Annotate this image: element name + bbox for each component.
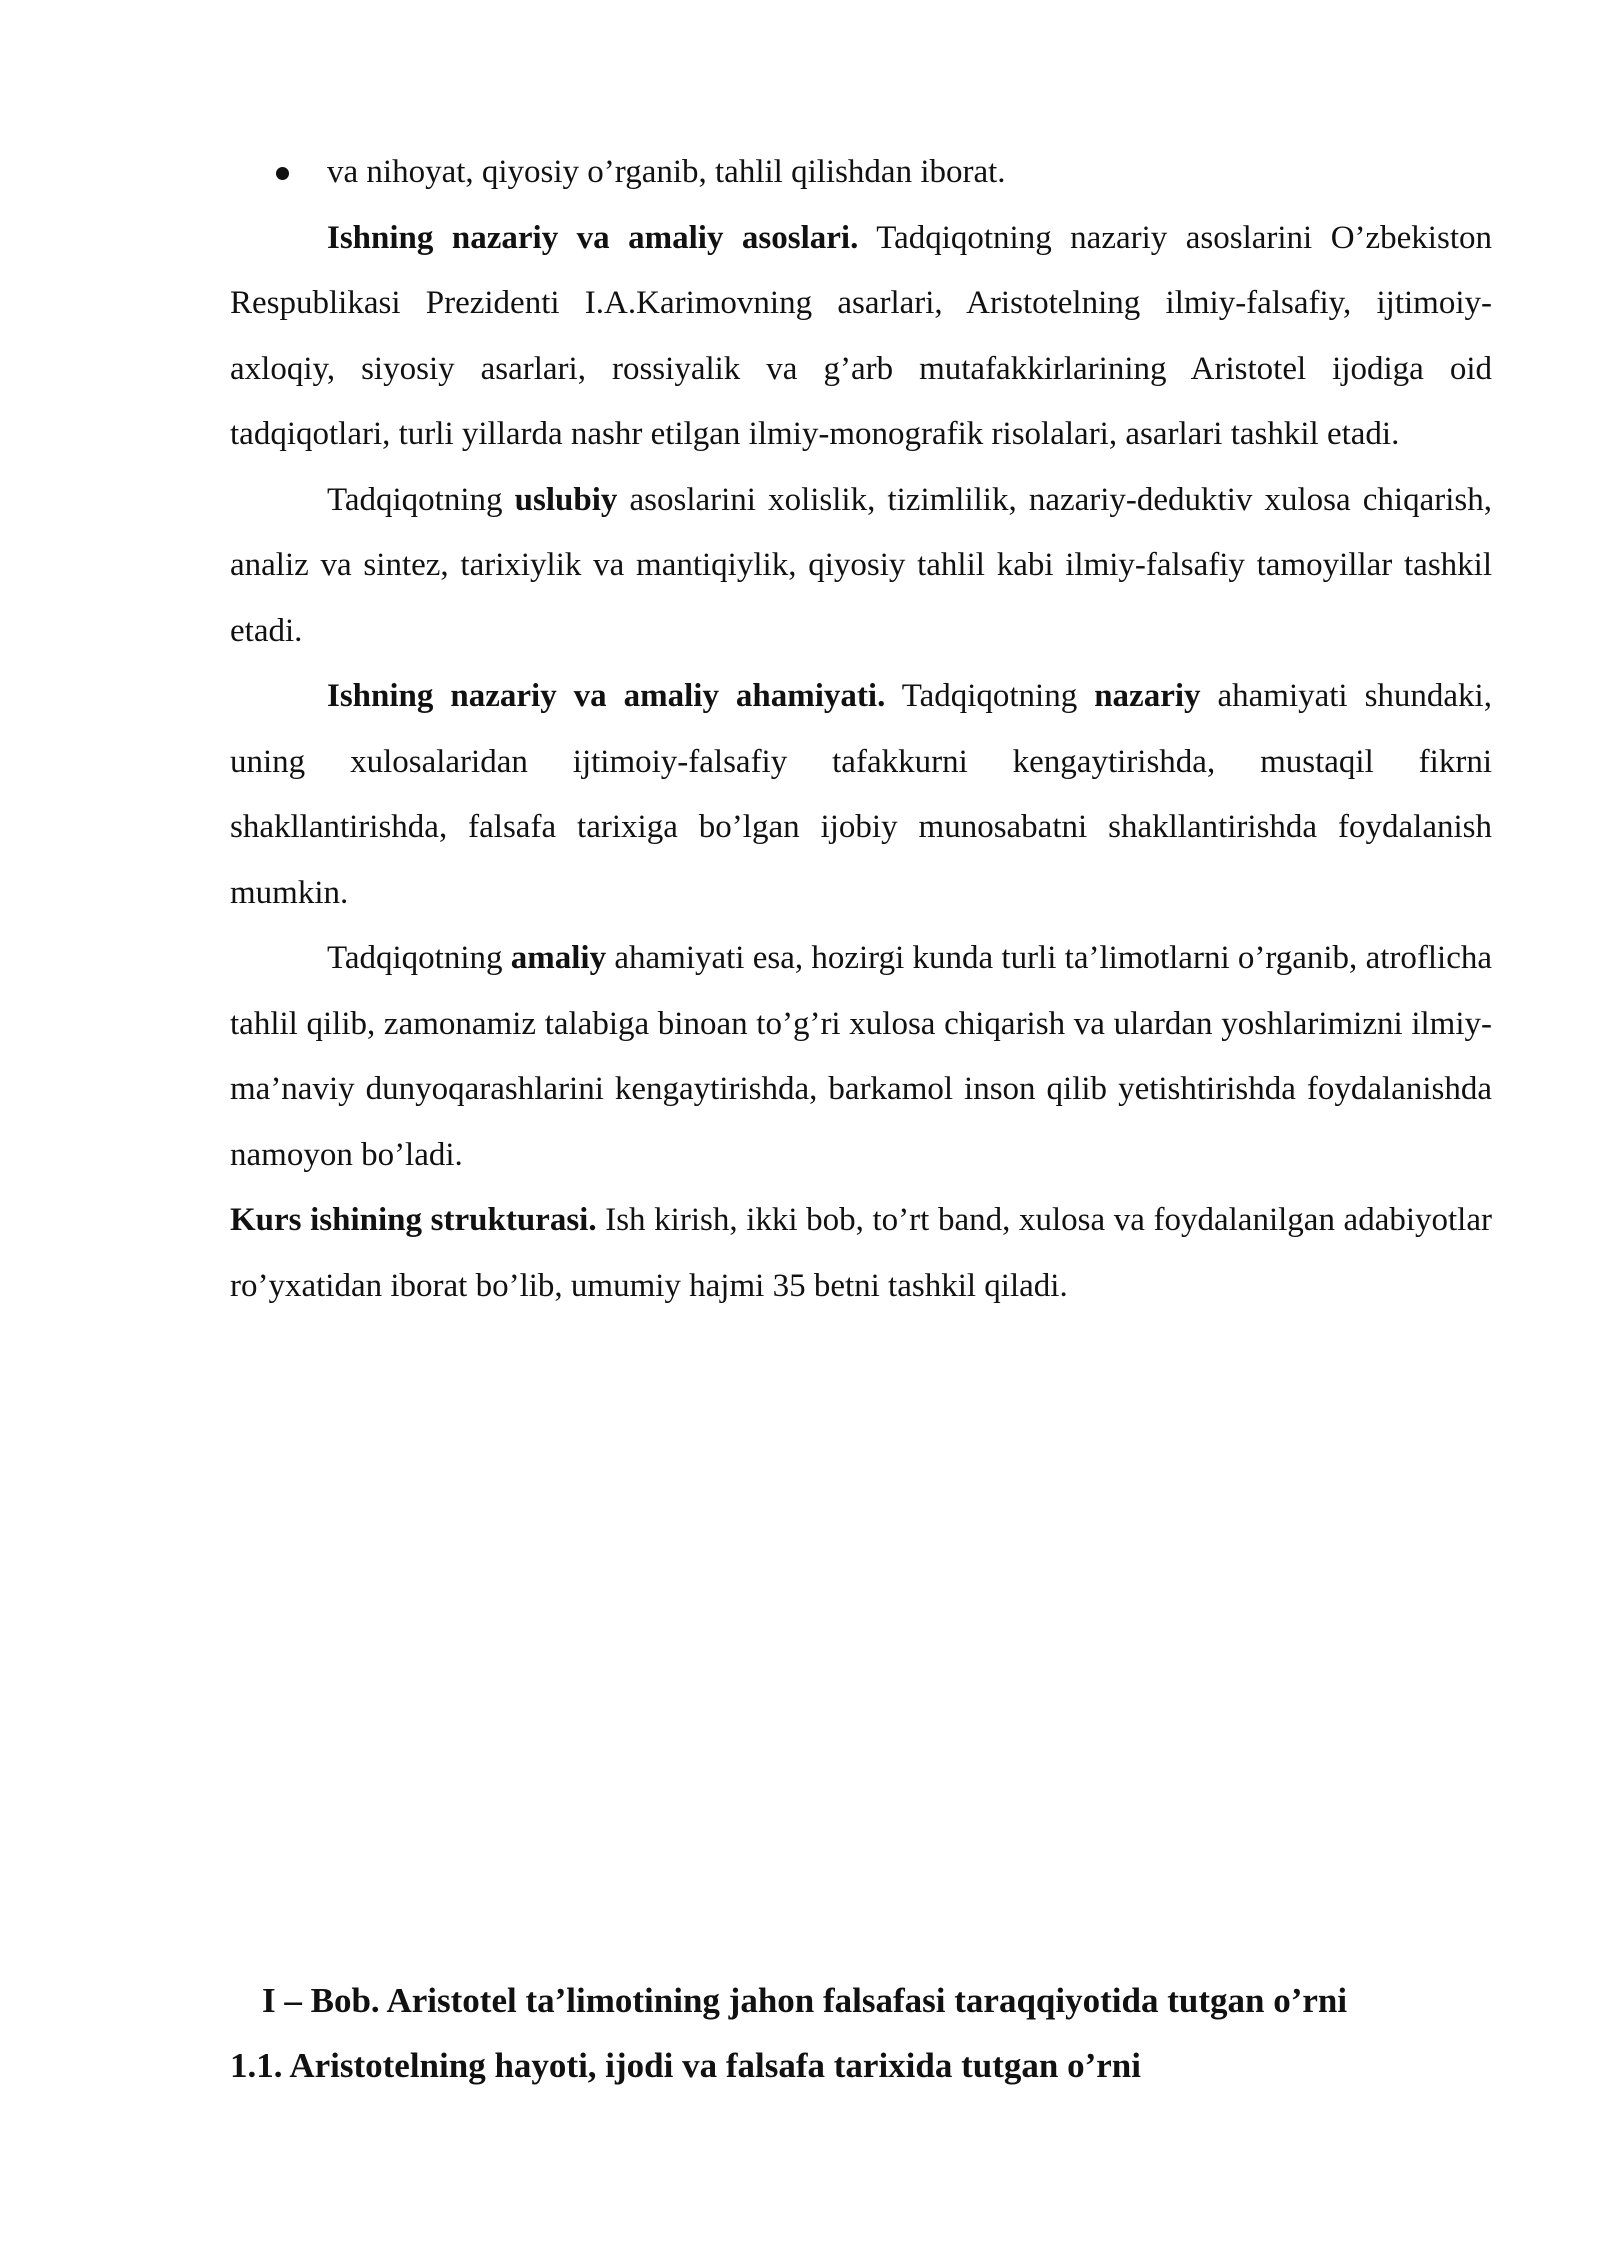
bullet-text: va nihoyat, qiyosiy o’rganib, tahlil qilishdan iborat. [327, 154, 1006, 190]
paragraph-significance [230, 664, 1492, 926]
section-title: 1.1. Aristotelning hayoti, ijodi va falsafa tarixida tutgan o’rni [230, 2046, 1141, 2085]
bullet-icon [276, 167, 289, 180]
bullet-item [230, 140, 1492, 206]
document-body [230, 140, 1492, 1319]
paragraph-text: Ish kirish, ikki bob, to’rt band, xulosa va foydalanilgan adabiyotlar ro’yxatidan iborat bo’lib, umumiy hajmi 35 betni tashkil qiladi. [230, 1202, 1492, 1304]
paragraph-bold-term: nazariy [1094, 678, 1201, 714]
paragraph-bold-term: uslubiy [514, 481, 618, 518]
paragraph-theoretical-basis [230, 206, 1492, 468]
paragraph-structure [230, 1188, 1492, 1319]
paragraph-bold-heading: Kurs ishining strukturasi. [230, 1202, 597, 1238]
paragraph-text: Tadqiqotning [885, 678, 1095, 714]
paragraph-text: ahamiyati esa, hozirgi kunda turli ta’limotlarni o’rganib, atroflicha tahlil qilib, zamonamiz talabiga binoan to’g’ri xulosa chiqarish va ulardan yoshlarimizni ilmiy-ma’naviy dunyoqarashlarini kengaytirishda, barkamol inson qilib yetishtirishda foydalanishda namoyon bo’ladi. [230, 940, 1492, 1173]
paragraph-text: ahamiyati shundaki, uning xulosalaridan ijtimoiy-falsafiy tafakkurni kengaytirishda, mustaqil fikrni shakllantirishda, falsafa tarixiga bo’lgan ijobiy munosabatni shakllantirishda foydalanish mumkin. [230, 678, 1492, 911]
paragraph-bold-heading: Ishning nazariy va amaliy asoslari. [327, 219, 859, 256]
paragraph-methodology [230, 468, 1492, 665]
chapter-headings [230, 1968, 1492, 2098]
paragraph-bold-heading: Ishning nazariy va amaliy ahamiyati. [327, 678, 886, 714]
paragraph-text: Tadqiqotning nazariy asoslarini O’zbekiston Respublikasi Prezidenti I.A.Karimovning asarlari, Aristotelning ilmiy-falsafiy, ijtimoiy-axloqiy, siyosiy asarlari, rossiyalik va g’arb mutafakkirlarining Aristotel ijodiga oid tadqiqotlari, turli yillarda nashr etilgan ilmiy-monografik risolalari, asarlari tashkil etadi. [230, 219, 1492, 452]
chapter-title: I – Bob. Aristotel ta’limotining jahon falsafasi taraqqiyotida tutgan o’rni [262, 1981, 1348, 2020]
paragraph-text: Tadqiqotning [327, 940, 511, 976]
paragraph-text: Tadqiqotning [327, 481, 515, 518]
paragraph-practical [230, 926, 1492, 1188]
paragraph-text: asoslarini xolislik, tizimlilik, nazariy-deduktiv xulosa chiqarish, analiz va sintez, tarixiylik va mantiqiylik, qiyosiy tahlil kabi ilmiy-falsafiy tamoyillar tashkil etadi. [230, 481, 1492, 649]
paragraph-bold-term: amaliy [510, 940, 607, 976]
